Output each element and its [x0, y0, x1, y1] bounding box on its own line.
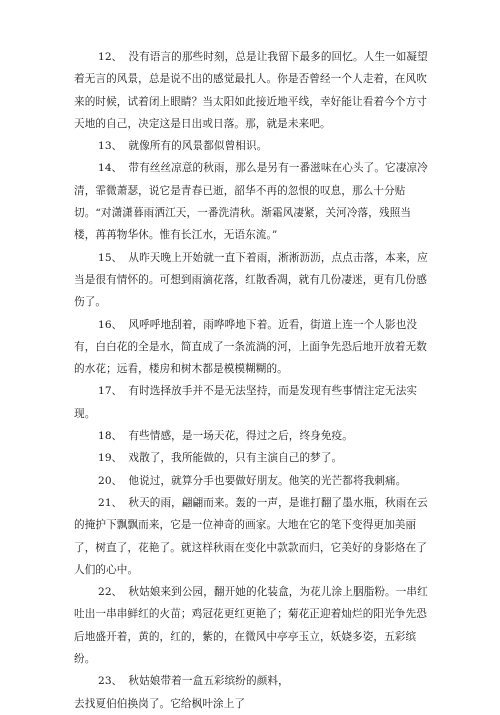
paragraph-text: 秋姑娘来到公园，翻开她的化装盒，为花儿涂上胭脂粉。一串红吐出一串串鲜红的火苗；鸡冠花更红更艳了；菊花正迎着灿烂的阳光争先恐后地盛开着，黄的，红的，紫的，在微风中亭亭玉立，妖娆多姿，五彩缤纷。	[74, 586, 428, 666]
paragraph-20	[74, 470, 430, 492]
paragraph-text: 有些情感，是一场天花，得过之后，终身免疫。	[128, 430, 353, 443]
paragraph-text: 风呼呼地刮着，雨哗哗地下着。近看，街道上连一个人影也没有，白白花的全是水，简直成了一条流淌的河，上面争先恐后地开放着无数的水花；远看，楼房和树木都是模模糊糊的。	[74, 318, 427, 376]
paragraph-19	[74, 447, 430, 469]
paragraph-text: 从昨天晚上开始就一直下着雨，淅淅沥沥，点点击落，本来，应当是很有情怀的。可想到雨滴花落，红散香凋，就有几份凄迷，更有几份感伤了。	[74, 251, 428, 309]
paragraph-text: 有时选择放手并不是无法坚持，而是发现有些事情注定无法实现。	[74, 385, 418, 420]
paragraph-23-continued	[74, 693, 430, 715]
paragraph-number: 18、	[98, 430, 123, 443]
paragraph-12	[74, 46, 430, 135]
paragraph-16	[74, 314, 430, 381]
text-body	[74, 46, 430, 715]
paragraph-text: 戏散了，我所能做的，只有主演自己的梦了。	[128, 452, 343, 465]
paragraph-21	[74, 492, 430, 581]
paragraph-15	[74, 247, 430, 314]
paragraph-number: 23、	[98, 675, 123, 688]
paragraph-number: 13、	[98, 140, 123, 153]
paragraph-number: 17、	[98, 385, 123, 398]
paragraph-23	[74, 670, 430, 692]
paragraph-text: 就像所有的风景都似曾相识。	[128, 140, 268, 153]
paragraph-number: 12、	[98, 51, 123, 63]
paragraph-text: 带有丝丝凉意的秋雨，那么是另有一番滋味在心头了。它凄凉冷清，霏微萧瑟，说它是青春已逝，韶华不再的忽恨的叹息，那么十分贴切。“对潇潇暮雨洒江天，一番洗清秋。渐霜风凄紧，关河冷落，残照当楼，苒苒物华休。惟有长江水，无语东流。”	[74, 162, 428, 242]
paragraph-number: 22、	[98, 586, 123, 599]
paragraph-18	[74, 425, 430, 447]
paragraph-17	[74, 380, 430, 425]
paragraph-number: 15、	[98, 251, 123, 264]
paragraph-14	[74, 157, 430, 246]
paragraph-text: 去找夏伯伯换岗了。它给枫叶涂上了	[74, 697, 246, 710]
paragraph-text: 他说过，就算分手也要做好朋友。他笑的光芒都将我刺痛。	[128, 474, 407, 487]
paragraph-number: 14、	[98, 162, 123, 175]
paragraph-number: 19、	[98, 452, 123, 465]
paragraph-text: 秋天的雨，翩翩而来。轰的一声，是谁打翻了墨水瓶，秋雨在云的掩护下飘飘而来，它是一位神奇的画家。大地在它的笔下变得更加美丽了，树直了，花艳了。就这样秋雨在变化中款款而归，它美好的身影烙在了人们的心中。	[74, 496, 428, 576]
paragraph-text: 秋姑娘带着一盒五彩缤纷的颜料，	[128, 675, 289, 688]
paragraph-13	[74, 135, 430, 157]
paragraph-number: 16、	[98, 318, 123, 331]
paragraph-number: 21、	[98, 496, 123, 509]
paragraph-text: 没有语言的那些时刻，总是让我留下最多的回忆。人生一如凝望着无言的风景，总是说不出的感觉最扎人。你是否曾经一个人走着，在风吹来的时候，试着闭上眼睛？当太阳如此接近地平线，幸好能让看着今个方寸天地的自己，决定这是日出或日落。那，就是未来吧。	[74, 51, 428, 130]
paragraph-number: 20、	[98, 474, 123, 487]
paragraph-22	[74, 581, 430, 670]
